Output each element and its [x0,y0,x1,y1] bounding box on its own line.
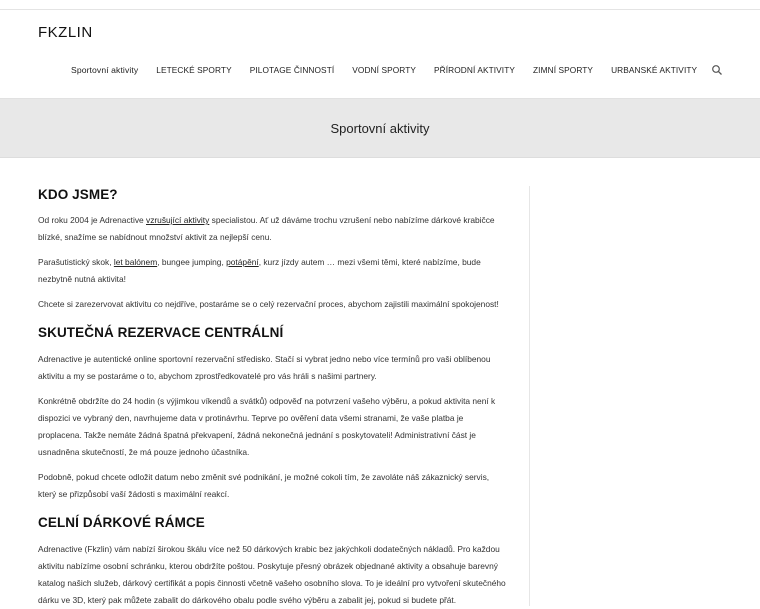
search-icon[interactable] [711,64,723,76]
paragraph: Adrenactive je autentické online sportovní rezervační středisko. Stačí si vybrat jedno nebo více termínů pro vaši oblíbenou aktivitu a my se postaráme o to, abychom zprostředkovatelé pro vás hráli s našimi partnery. [38,354,491,381]
nav-item-letecke-sporty[interactable]: LETECKÉ SPORTY [156,65,232,75]
link-let-balonem[interactable]: let balónem [113,257,158,267]
paragraph: Chcete si zarezervovat aktivitu co nejdříve, postaráme se o celý rezervační proces, abychom zajistili maximální spokojenost! [38,299,499,309]
section-heading-kdo-jsme: KDO JSME? [38,187,118,202]
site-logo[interactable]: FKZLIN [38,24,93,41]
nav-item-zimni-sporty[interactable]: ZIMNÍ SPORTY [533,65,594,75]
paragraph-text: , bungee jumping, [157,257,227,267]
nav-item-prirodni-aktivity[interactable]: PŘÍRODNÍ AKTIVITY [434,65,516,75]
nav-item-vodni-sporty[interactable]: VODNÍ SPORTY [352,65,417,75]
section-heading-celni-darkove-ramce: CELNÍ DÁRKOVÉ RÁMCE [38,515,205,530]
paragraph-text: specialistou. Ať už dáváme trochu vzrušení nebo nabízíme dárkové krabičce blízké, snažíme se nabídnout množství aktivit za nejlepší cenu. [38,215,495,242]
top-border [0,0,760,10]
main-nav [62,65,730,75]
nav-item-urbanske-aktivity[interactable]: URBANSKÉ AKTIVITY [611,65,698,75]
paragraph-text: Od roku 2004 je Adrenactive [38,215,147,225]
paragraph [38,254,508,288]
page-title-bar [0,99,760,158]
nav-item-pilotage-cinnosti[interactable]: PILOTAGE ČINNOSTÍ [249,65,335,75]
section-heading-skutecna-rezervace: SKUTEČNÁ REZERVACE CENTRÁLNÍ [38,325,284,340]
paragraph [38,212,508,246]
sidebar-divider [529,186,530,606]
paragraph: Adrenactive (Fkzlin) vám nabízí širokou škálu více než 50 dárkových krabic bez jakýchkoli dodatečných nákladů. Pro každou aktivitu nabízíme osobní schránku, kterou obdržíte poštou. Poskytuje přesný obrázek objednané aktivity a obsahuje barevný katalog našich služeb, dárkový certifikát a popis činnosti včetně vašeho osobního slova. To je ideální pro vytvoření skutečného dárku ve 3D, který pak můžete zabalit do dárkového obalu podle svého výběru a zabalit jej, pokud si budete přát. [38,544,506,605]
site-header [0,10,760,99]
main-article [38,183,508,609]
link-vzrusujici-aktivity[interactable]: vzrušující aktivity [146,215,210,225]
paragraph: Podobně, pokud chcete odložit datum nebo změnit své podnikání, je možné cokoli tím, že zavoláte náš zákaznický servis, který se přizpůsobí vaší žádosti s maximální reakcí. [38,472,490,499]
link-potapeni[interactable]: potápění [226,257,259,267]
paragraph: Konkrétně obdržíte do 24 hodin (s výjimkou víkendů a svátků) odpověď na potvrzení vašeho výběru, a pokud aktivita není k dispozici ve vybraný den, navrhujeme data v protinávrhu. Teprve po ověření data všemi stranami, že vaše platba je proplacena. Takže nemáte žádná špatná překvapení, žádná nekonečná jednání s poskytovateli! Administrativní část je usnadněna skutečností, že má pouze jednoho účastníka. [38,396,496,457]
page-title: Sportovní aktivity [330,120,430,136]
paragraph-text: , kurz jízdy autem … mezi všemi těmi, které nabízíme, bude nezbytně nutná aktivita! [38,257,481,284]
nav-item-sportovni-aktivity[interactable]: Sportovní aktivity [71,65,139,75]
paragraph-text: Parašutistický skok, [38,257,114,267]
